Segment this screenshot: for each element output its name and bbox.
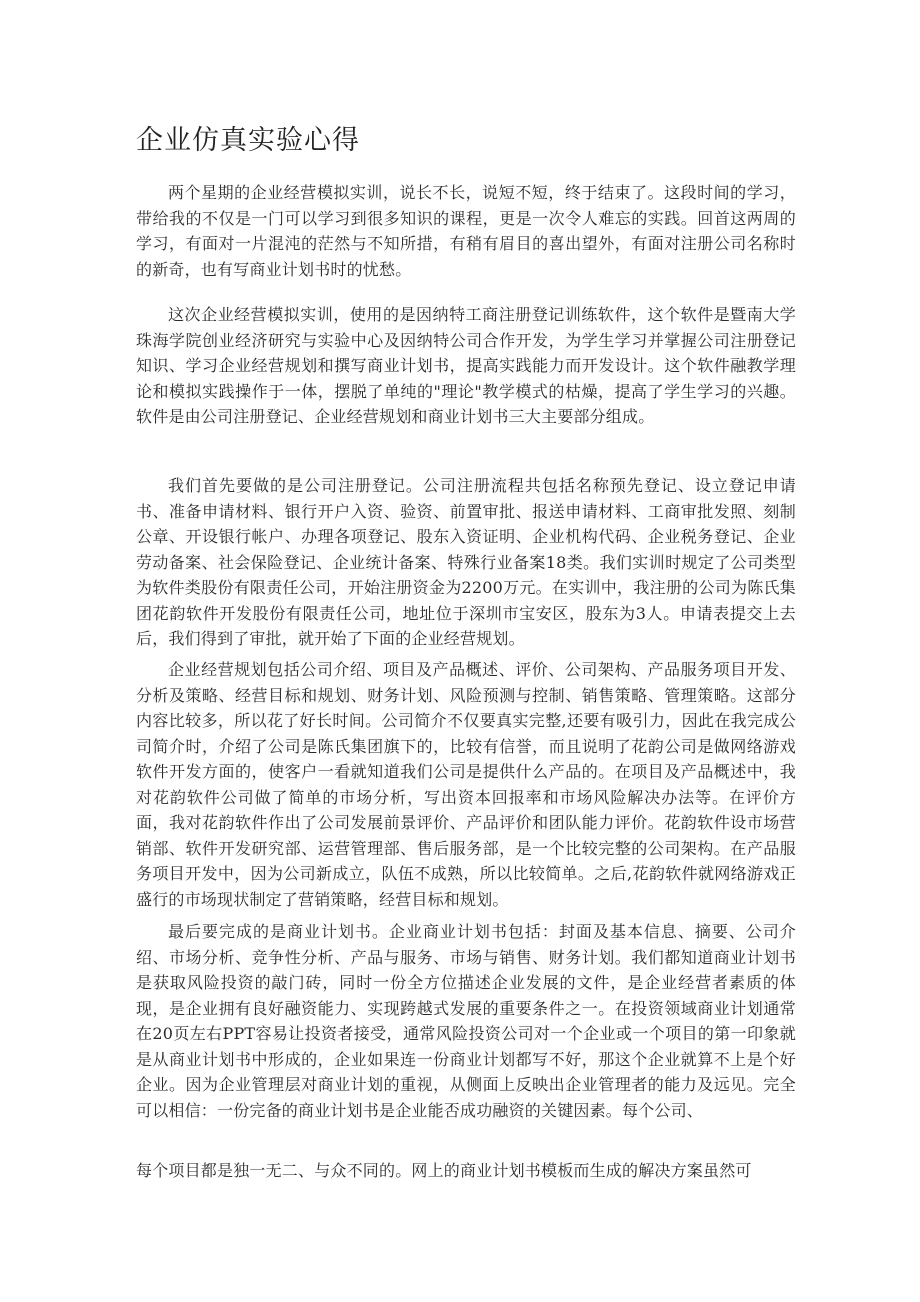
paragraph-5: 最后要完成的是商业计划书。企业商业计划书包括：封面及基本信息、摘要、公司介绍、市场分析、竞争性分析、产品与服务、市场与销售、财务计划。我们都知道商业计划书是获取风险投资的敲门砖，同时一份全方位描述企业发展的文件，是企业经营者素质的体现，是企业拥有良好融资能力、实现跨越式发展的重要条件之一。在投资领域商业计划通常在20页左右PPT容易让投资者接受，通常风险投资公司对一个企业或一个项目的第一印象就是从商业计划书中形成的，企业如果连一份商业计划都写不好，那这个企业就算不上是个好企业。因为企业管理层对商业计划的重视，从侧面上反映出企业管理者的能力及远见。完全可以相信：一份完备的商业计划书是企业能否成功融资的关键因素。每个公司、 xyxy=(136,922,796,1120)
document-title: 企业仿真实验心得 xyxy=(136,125,360,156)
paragraph-2: 这次企业经营模拟实训，使用的是因纳特工商注册登记训练软件，这个软件是暨南大学珠海学院创业经济研究与实验中心及因纳特公司合作开发，为学生学习并掌握公司注册登记知识、学习企业经营规划和撰写商业计划书，提高实践能力而开发设计。这个软件融教学理论和模拟实践操作于一体，摆脱了单纯的"理论"教学模式的枯燥，提高了学生学习的兴趣。软件是由公司注册登记、企业经营规划和商业计划书三大主要部分组成。 xyxy=(136,305,796,426)
paragraph-4: 企业经营规划包括公司介绍、项目及产品概述、评价、公司架构、产品服务项目开发、分析及策略、经营目标和规划、财务计划、风险预测与控制、销售策略、管理策略。这部分内容比较多，所以花了好长时间。公司简介不仅要真实完整,还要有吸引力，因此在我完成公司简介时，介绍了公司是陈氏集团旗下的，比较有信誉，而且说明了花韵公司是做网络游戏软件开发方面的，使客户一看就知道我们公司是提供什么产品的。在项目及产品概述中，我对花韵软件公司做了简单的市场分析，写出资本回报率和市场风险解决办法等。在评价方面，我对花韵软件作出了公司发展前景评价、产品评价和团队能力评价。花韵软件设市场营销部、软件开发研究部、运营管理部、售后服务部，是一个比较完整的公司架构。在产品服务项目开发中，因为公司新成立，队伍不成熟，所以比较简单。之后,花韵软件就网络游戏正盛行的市场现状制定了营销策略，经营目标和规划。 xyxy=(136,660,796,909)
paragraph-6: 每个项目都是独一无二、与众不同的。网上的商业计划书模板而生成的解决方案虽然可 xyxy=(136,1161,752,1180)
paragraph-1: 两个星期的企业经营模拟实训，说长不长，说短不短，终于结束了。这段时间的学习，带给我的不仅是一门可以学习到很多知识的课程，更是一次令人难忘的实践。回首这两周的学习，有面对一片混沌的茫然与不知所措，有稍有眉目的喜出望外，有面对注册公司名称时的新奇，也有写商业计划书时的忧愁。 xyxy=(136,183,796,279)
paragraph-3: 我们首先要做的是公司注册登记。公司注册流程共包括名称预先登记、设立登记申请书、准备申请材料、银行开户入资、验资、前置审批、报送申请材料、工商审批发照、刻制公章、开设银行帐户、办理各项登记、股东入资证明、企业机构代码、企业税务登记、企业劳动备案、社会保险登记、企业统计备案、特殊行业备案18类。我们实训时规定了公司类型为软件类股份有限责任公司，开始注册资金为2200万元。在实训中，我注册的公司为陈氏集团花韵软件开发股份有限责任公司，地址位于深圳市宝安区，股东为3人。申请表提交上去后，我们得到了审批，就开始了下面的企业经营规划。 xyxy=(136,476,796,648)
